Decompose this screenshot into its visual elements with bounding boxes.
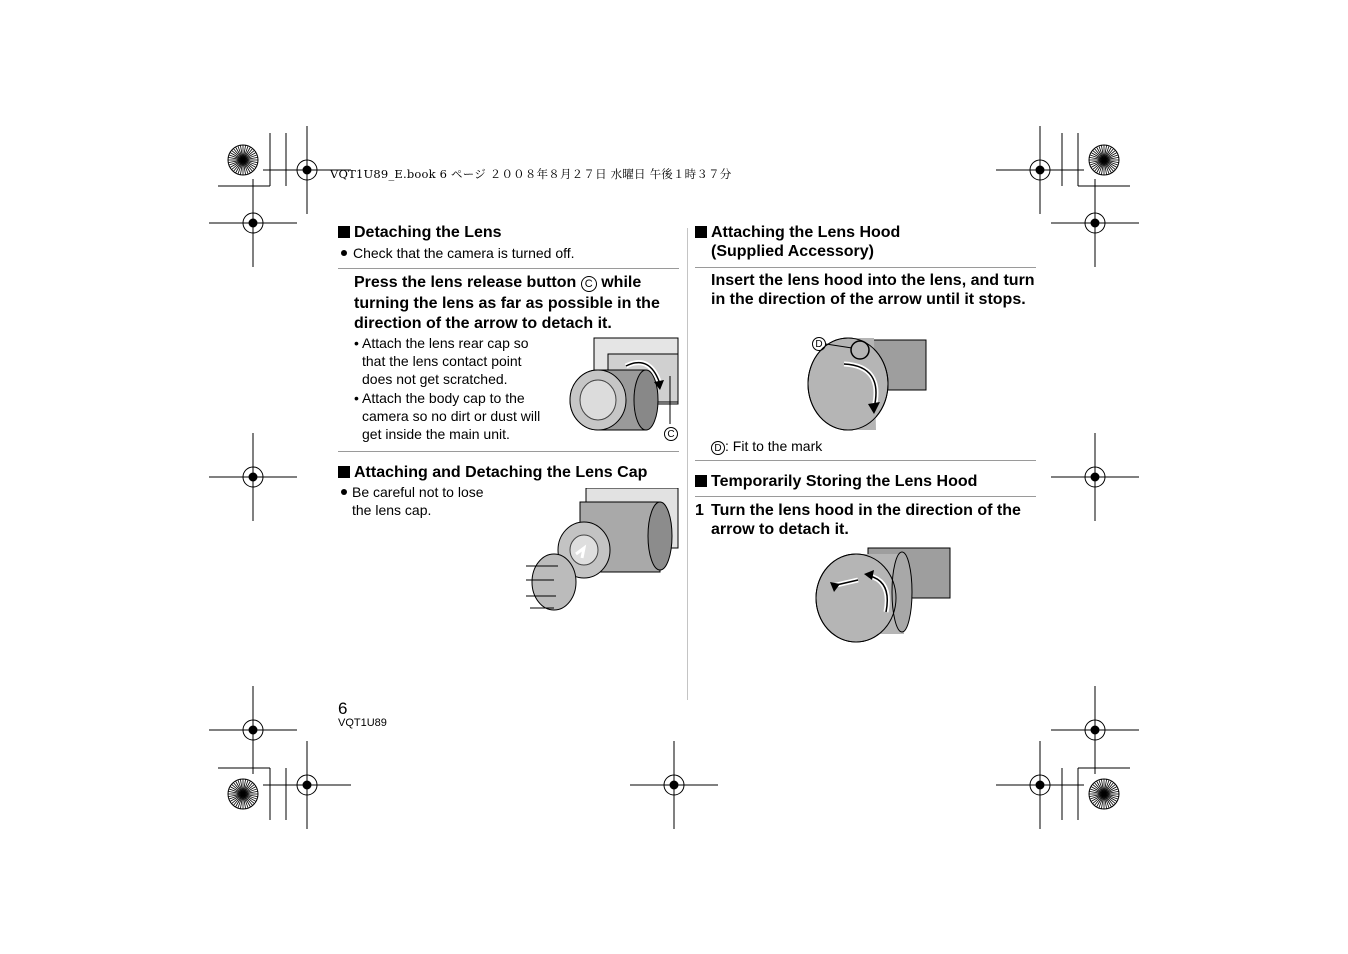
step-detach-lens [354,273,684,335]
crosshair-mark [1051,179,1139,267]
dot-bullet-icon [341,489,347,495]
callout-c-marker: C [664,427,678,441]
note-text: Check that the camera is turned off. [353,245,575,261]
column-divider [687,228,688,700]
crosshair-mark [996,741,1084,829]
callout-d-marker: D [812,337,826,351]
lens-cap-illustration [524,488,680,614]
crosshair-mark [209,433,297,521]
starburst-mark [228,779,258,809]
page-number: 6 [338,699,348,718]
divider [338,268,679,269]
divider [695,267,1036,268]
section-title-storing-hood [695,472,977,491]
bullet-body-cap: • Attach the body cap to the camera so no dirt or dust will get inside the main unit. [354,389,554,444]
note-text: Be careful not to lose the lens cap. [352,484,484,519]
step-insert-hood: Insert the lens hood into the lens, and turn in the direction of the arrow until it stops. [711,272,1035,308]
divider [695,460,1036,461]
button-c-marker: C [581,276,597,292]
crosshair-mark [630,741,718,829]
step-turn-hood [695,501,1040,539]
crosshair-mark [1051,686,1139,774]
divider [338,451,679,452]
starburst-mark [1089,145,1119,175]
step-number: 1 [695,502,704,519]
section-title-text: Attaching and Detaching the Lens Cap [354,464,648,481]
step-text: turning the lens as far as possible in the [354,294,660,312]
bullet-rear-cap: • Attach the lens rear cap so that the lens contact point does not get scratched. [354,334,554,389]
section-subtitle-text: (Supplied Accessory) [711,243,875,260]
crosshair-mark [263,741,351,829]
crosshair-mark [209,686,297,774]
caption-d-marker: D [711,441,725,455]
section-title-attaching-hood [695,223,900,261]
section-title-text: Attaching the Lens Hood [711,224,901,241]
square-bullet-icon [338,226,350,238]
section-title-text: Temporarily Storing the Lens Hood [711,473,978,490]
starburst-mark [228,145,258,175]
step-text: direction of the arrow to detach it. [354,315,612,332]
note-lens-cap [339,483,499,519]
crosshair-mark [1051,433,1139,521]
section-title-lens-cap [338,463,647,482]
caption-text: : Fit to the mark [725,438,823,454]
square-bullet-icon [695,475,707,487]
caption-fit-mark [711,437,822,455]
starburst-mark [1089,779,1119,809]
square-bullet-icon [338,466,350,478]
crosshair-mark [996,126,1084,214]
crosshair-mark [209,179,297,267]
section-title-text: Detaching the Lens [354,224,502,241]
model-code: VQT1U89 [338,717,387,729]
divider [695,496,1036,497]
dot-bullet-icon [341,250,347,256]
detach-bullets [354,334,554,443]
section-title-detaching-lens [338,223,502,242]
callout-d [812,334,826,352]
step-text: Press the lens release button [354,274,577,291]
step-text: while [601,274,642,291]
file-info-header: VQT1U89_E.book 6 ページ ２００８年８月２７日 水曜日 午後１時３７分 [330,167,732,181]
detach-hood-illustration [812,546,952,644]
note-camera-off [339,244,575,262]
square-bullet-icon [695,226,707,238]
callout-c [664,424,678,442]
step-text: Turn the lens hood in the direction of the arrow to detach it. [711,502,1021,538]
